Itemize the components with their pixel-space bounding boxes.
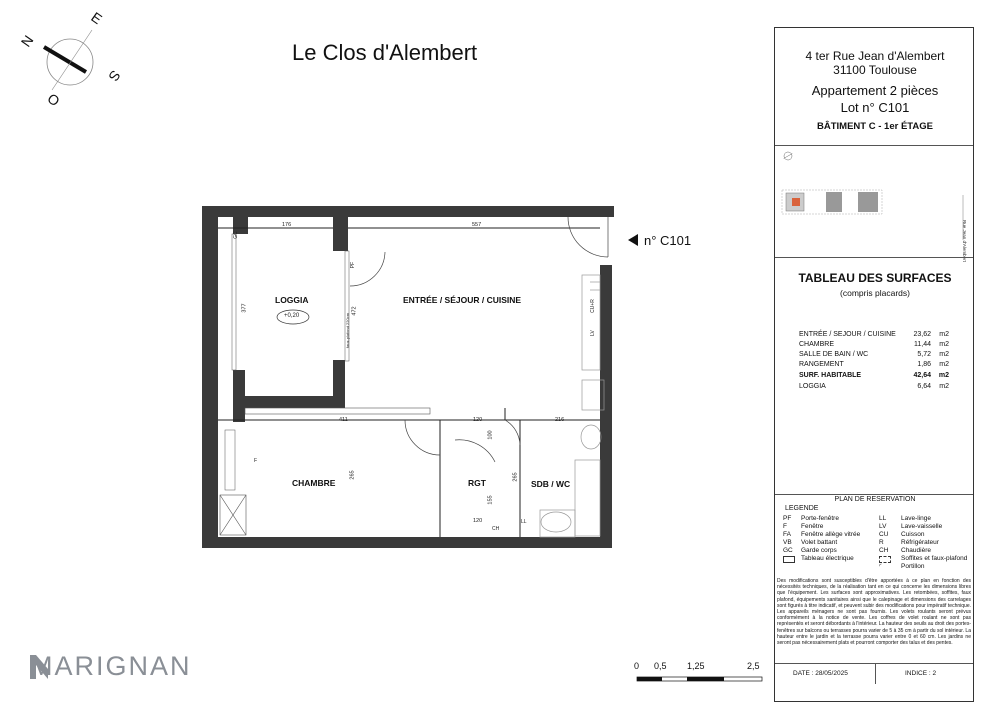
- scale-label-25: 2,5: [747, 661, 760, 671]
- footer-index: INDICE : 2: [905, 670, 937, 677]
- fixture-soffite: faux-plafond 220cm: [345, 312, 351, 349]
- dim-265-sdb: 265: [512, 472, 519, 482]
- divider-legend: [775, 494, 973, 495]
- bathtub: [575, 460, 600, 536]
- room-loggia: LOGGIA: [275, 295, 309, 305]
- wall-right: [600, 265, 612, 548]
- compass-s: S: [105, 67, 124, 85]
- surface-row: CHAMBRE 11,44 m2: [799, 341, 949, 348]
- wall-partition-top: [333, 206, 348, 251]
- kitchen-counter: [582, 275, 600, 370]
- street-label: Rue Jean d'Alembert: [962, 220, 967, 262]
- door-swings: [350, 217, 608, 462]
- lot-pointer-label: n° C101: [644, 233, 692, 248]
- toilet: [581, 425, 601, 449]
- dim-377: 377: [241, 303, 248, 313]
- scale-label-125: 1,25: [687, 661, 705, 671]
- walls: [202, 206, 614, 548]
- electrical-panel-icon: [783, 556, 795, 563]
- scale-label-0: 0: [634, 661, 640, 671]
- building-floor: BÂTIMENT C - 1er ÉTAGE: [817, 121, 933, 132]
- legend-title: LEGENDE: [785, 505, 819, 512]
- dim-176: 176: [282, 222, 292, 228]
- dim-216: 216: [555, 417, 565, 423]
- apartment-type: Appartement 2 pièces: [811, 83, 939, 98]
- electrical-panel-hatch: [220, 495, 246, 535]
- room-sejour: ENTRÉE / SÉJOUR / CUISINE: [403, 295, 522, 305]
- entry-door-swing: [568, 217, 608, 257]
- surface-row: RANGEMENT 1,86 m2: [799, 361, 949, 368]
- surfaces-subtitle: (compris placards): [840, 288, 910, 298]
- soffite-icon: [879, 556, 891, 563]
- footer-date: DATE : 28/05/2025: [793, 670, 848, 677]
- info-panel: 4 ter Rue Jean d'Alembert 31100 Toulouse Appartement 2 pièces Lot n° C101 BÂTIMENT C - 1er ÉTAGE Rue Jean d'Alembert TABLEAU DES SURFACES (compris placards) ENTRÉE / SEJOUR / CUISINE 23,62 m2 CHAMBRE 11,44 m2 SALLE DE BAIN / WC 5,72 m2 RANGEMENT 1,86 m2 SURF. HABITABLE 42,64 m2 LOGGIA 6,64 m2 PLAN DE RESERVATION LEGENDE PF Porte-fenêtre F Fenêtre FA Fenêtre allège vitrée VB Volet battant GC Garde corps Tableau électrique LL Lave-linge LV Lave-vaisselle CU Cuisson R Réfrigérateur CH Chaudière Soffites et faux-plafond ◜ Portillon DATE : 28/05/2025 INDICE : 2: [774, 27, 974, 702]
- room-sdb: SDB / WC: [531, 479, 571, 489]
- window-f: [225, 430, 235, 490]
- fixture-f: F: [254, 458, 258, 464]
- room-chambre: CHAMBRE: [292, 478, 336, 488]
- scale-bar-graphic: [637, 677, 762, 681]
- surface-row: SALLE DE BAIN / WC 5,72 m2: [799, 351, 949, 358]
- dim-472: 472: [351, 306, 358, 316]
- wall-bottom: [202, 537, 612, 548]
- loggia-level: +0,20: [284, 313, 300, 319]
- fixture-gc: GC: [232, 231, 239, 239]
- compass-e: E: [88, 8, 106, 28]
- portillon-icon: ◜: [879, 563, 882, 570]
- wall-loggia-bottom-h: [233, 396, 345, 408]
- wall-top: [202, 206, 614, 217]
- wall-left: [202, 206, 218, 548]
- compass-o: O: [44, 90, 63, 110]
- fixture-pf: PF: [350, 261, 357, 269]
- plan-reservation-title: PLAN DE RESERVATION: [834, 496, 916, 503]
- dim-100: 100: [487, 430, 494, 440]
- divider-header: [775, 145, 973, 146]
- washbasin: [541, 512, 571, 532]
- divider-footer: [775, 663, 973, 664]
- dim-411: 411: [339, 417, 348, 423]
- surface-total-row: SURF. HABITABLE 42,64 m2: [799, 372, 949, 379]
- project-title: Le Clos d'Alembert: [292, 40, 478, 65]
- fixture-lv: LV: [589, 330, 596, 336]
- dim-155: 155: [487, 495, 494, 505]
- footer-divider: [875, 664, 876, 684]
- surface-row: ENTRÉE / SEJOUR / CUISINE 23,62 m2: [799, 331, 949, 338]
- compass-n: N: [17, 32, 37, 50]
- scale-label-05: 0,5: [654, 661, 667, 671]
- disclaimer-text: Des modifications sont susceptibles d'être apportées à ce plan en fonction des nécessités techniques, de la réalisation tant en ce qui concerne les dimensions libres que l'équipement. Les surfaces sont approximatives. Les retombées, soffites, faux plafond, équipements sanitaires ainsi que le calepinage et dimensions des carrelages sont figurés à titre indicatif, et peuvent subir des modifications pour impératif technique. Les appareils ménagers ne sont pas fournis. Les volets roulants seront prévus conformément à la notice de vente. Les coffres de volet roulant ne sont pas représentés et seront débordants à l'intérieur. La hauteur des seuils au droit des portes-fenêtres sur balcons ou terrasses pourra varier de 5 à 35 cm à partir du sol intérieur. La hauteur entre le jardin et la terrasse pourra varier entre 0 et 60 cm. Les jardins ne seront pas nécessairement plats et pourront comporter des talus et des pentes.: [777, 578, 971, 647]
- divider-siteplan: [775, 257, 973, 258]
- sejour-door-swing: [350, 252, 385, 286]
- address-line2: 31100 Toulouse: [833, 63, 917, 77]
- dim-557: 557: [472, 222, 482, 228]
- chambre-door-swing: [405, 420, 440, 455]
- compass-rose: [44, 30, 93, 90]
- dim-120-bottom: 120: [473, 518, 483, 524]
- fixture-ll: LL: [521, 519, 527, 525]
- address-line1: 4 ter Rue Jean d'Alembert: [805, 49, 945, 63]
- dim-265-chambre: 265: [349, 470, 356, 480]
- fixture-ch: CH: [492, 526, 500, 532]
- rgt-door-swing: [455, 440, 495, 462]
- lot-number: Lot n° C101: [840, 100, 910, 115]
- sdb-door-swing: [505, 420, 520, 445]
- compass-needle: [44, 47, 86, 72]
- surface-loggia-row: LOGGIA 6,64 m2: [799, 383, 949, 390]
- lot-pointer-arrow: [628, 234, 638, 246]
- interior-lines: [218, 228, 600, 537]
- room-rgt: RGT: [468, 478, 486, 488]
- surfaces-title: TABLEAU DES SURFACES: [798, 271, 952, 285]
- partition-chambre: [245, 408, 430, 414]
- guardrail: [232, 234, 236, 370]
- fixture-cur: CU+R: [589, 299, 596, 313]
- dim-120-top: 120: [473, 417, 483, 423]
- brand-logo: MARIGNAN: [30, 651, 192, 681]
